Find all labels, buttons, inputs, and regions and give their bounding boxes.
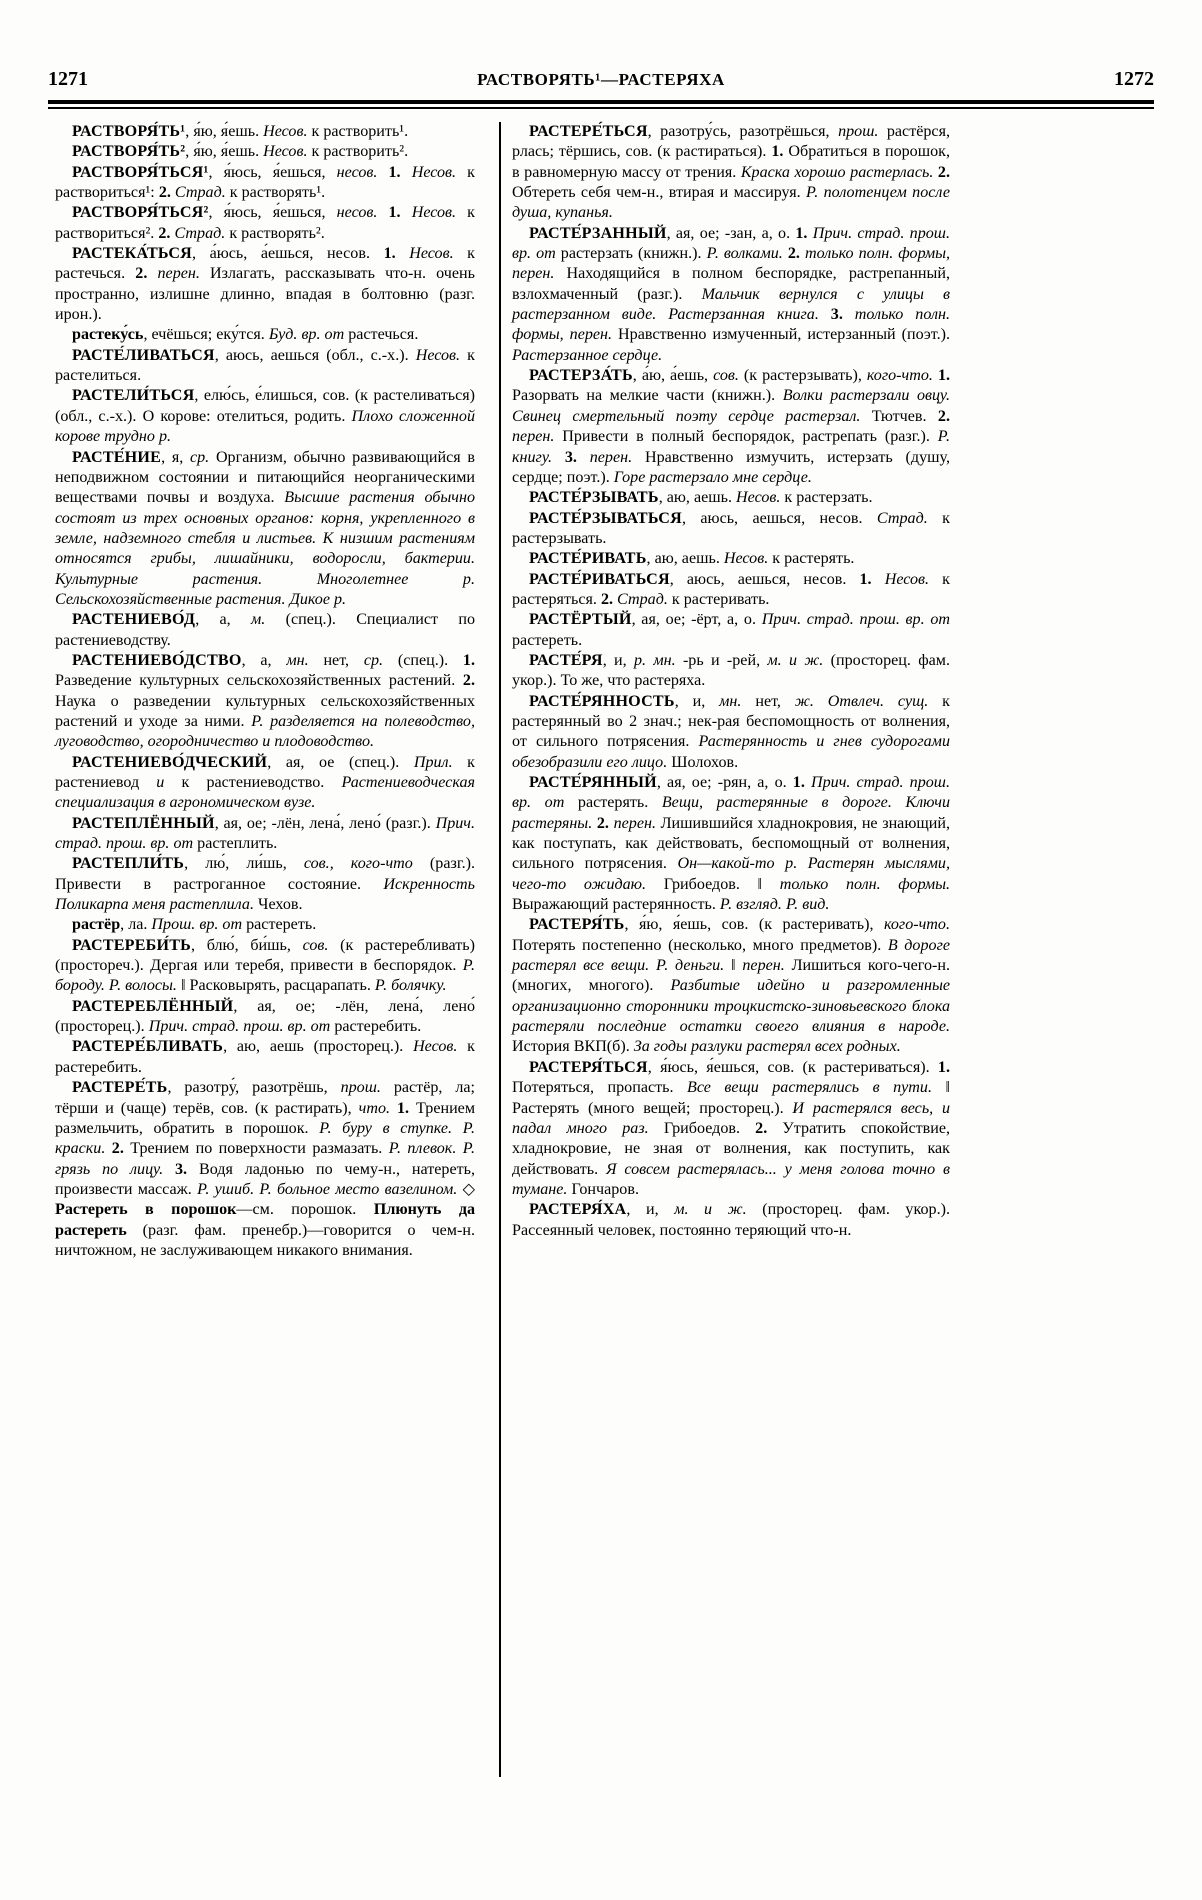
dictionary-entry [55,142,475,162]
dictionary-entry [55,122,475,142]
entry-body: , разотру́сь, разотрёшься, прош. растёрся, рлась; тёршись, сов. (к растираться). 1. Обратиться в порошок, в равномерную массу от трения. Краска хорошо растерлась. 2. Обтереть себя чем-н., втирая и массируя. Р. полотенцем после душа, купанья. [512,123,951,222]
dictionary-entry [55,915,475,935]
entry-headword: РАСТЕ́РЯ [529,651,603,669]
entry-headword: РАСТВОРЯ́ТЬ² [72,143,186,161]
column-divider [499,122,501,1777]
dictionary-entry [512,915,950,1057]
dictionary-entry [512,488,950,508]
entry-headword: РАСТЕРЗА́ТЬ [529,367,633,385]
entry-body: , аюсь, аешься (обл., с.-х.). Несов. к растелиться. [55,346,475,385]
entry-headword: РАСТЕ́ЛИВАТЬСЯ [72,346,215,364]
page-header [48,68,1154,98]
folio-right: 1272 [1114,68,1154,90]
text-columns [55,122,1150,1822]
dictionary-entry [55,854,475,915]
dictionary-entry [55,610,475,651]
entry-body: , я́юсь, я́ешься, несов. 1. Несов. к раствориться². 2. Страд. к растворять². [55,204,475,242]
entry-body: , и, мн. нет, ж. Отвлеч. сущ. к растерянный во 2 знач.; нек-рая беспомощность от волнения, от сильного потрясения. Растерянность и гнев судорогами обезобразили его лицо. Шолохов. [512,692,951,771]
dictionary-entry [55,1037,475,1078]
entry-body: , аю, аешь. Несов. к растерзать. [658,489,873,507]
dictionary-entry [512,692,950,773]
dictionary-entry [55,163,475,204]
entry-body: , разотру́, разотрёшь, прош. растёр, ла; тёрши и (чаще) терёв, сов. (к растирать), что. 1. Трением размельчить, обратить в порошок. Р. буру в ступке. Р. краски. 2. Трением по поверхности размазать. Р. плевок. Р. грязь по лицу. 3. Водя ладонью по чему-н., натереть, произвести массаж. Р. ушиб. Р. больное место вазелином. ◇ Растереть в порошок—см. порошок. Плюнуть да растереть (разг. фам. пренебр.)—говорится о чем-н. ничтожном, не заслуживающем никакого внимания. [55,1079,476,1259]
dictionary-entry [512,122,950,224]
entry-headword: РАСТВОРЯ́ТЬ¹ [72,123,186,140]
entry-headword: РАСТЕНИЕВО́ДСТВО [72,651,242,669]
entry-body: , я́юсь, я́ешься, сов. (к растериваться). 1. Потеряться, пропасть. Все вещи растерялись в пути. ‖ Растерять (много вещей; просторец.). И растерялся весь, и падал много раз. Грибоедов. 2. Утратить спокойствие, хладнокровие, не зная от волнения, как поступить, как действовать. Я совсем растерялась... у меня голова точно в тумане. Гончаров. [512,1058,951,1198]
entry-headword: РАСТЕРЯ́ХА [529,1201,627,1219]
entry-headword: РАСТЕРЕ́БЛИВАТЬ [72,1038,224,1056]
entry-body: , аю, аешь (просторец.). Несов. к растеребить. [55,1038,475,1076]
entry-headword: РАСТЕРЕБЛЁННЫЙ [72,997,234,1015]
folio-left: 1271 [48,68,88,90]
entry-headword: РАСТЕПЛИ́ТЬ [72,855,185,873]
entry-headword: РАСТЁРТЫЙ [529,611,632,629]
entry-headword: РАСТЕ́РЯННЫЙ [529,774,657,791]
dictionary-entry [55,203,475,244]
entry-body: , а́юсь, а́ешься, несов. 1. Несов. к растечься. 2. перен. Излагать, рассказывать что-н. очень пространно, излишне длинно, впадая в болтовню (разг. ирон.). [55,245,475,324]
entry-body: , аюсь, аешься, несов. Страд. к растерзывать. [512,509,950,547]
entry-body: , ая, ое (спец.). Прил. к растениевод и к растениеводство. Растениеводческая специализация в агрономическом вузе. [55,753,476,812]
dictionary-entry [512,549,950,569]
entry-headword: РАСТЕРЯ́ТЬ [529,916,625,934]
entry-body: , а, м. (спец.). Специалист по растениеводству. [55,611,475,649]
entry-body: , я́ю, я́ешь, сов. (к растеривать), кого-что. Потерять постепенно (несколько, много предметов). В дороге растерял все вещи. Р. деньги. ‖ перен. Лишиться кого-чего-н. (многих, многого). Разбитые идейно и разгромленные организационно сторонники троцкистско-зиновьевского блока растеряли последние остатки своего влияния в народе. История ВКП(б). За годы разлуки растерял всех родных. [512,916,950,1056]
header-rule-thin [48,107,1154,109]
entry-headword: РАСТВОРЯ́ТЬСЯ² [72,204,209,222]
entry-body: , ечёшься; еку́тся. Буд. вр. от растечься. [143,326,419,344]
entry-headword: РАСТЕ́НИЕ [72,448,162,466]
entry-body: , а, мн. нет, ср. (спец.). 1. Разведение культурных сельскохозяйственных растений. 2. Наука о разведении культурных сельскохозяйственных растений и уходе за ними. Р. разделяется на полеводство, луговодство, огородничество и плодоводство. [55,651,475,751]
entry-body: , ая, ое; -рян, а, о. 1. Прич. страд. прош. вр. от растерять. Вещи, растерянные в дороге. Ключи растеряны. 2. перен. Лишившийся хладнокровия, не знающий, как поступать, как действовать, беспомощный от волнения, сильного потрясения. Он—какой-то р. Растерян мыслями, чего-то ожидаю. Грибоедов. ‖ только полн. формы. Выражающий растерянность. Р. взгляд. Р. вид. [512,774,951,914]
entry-headword: РАСТЕ́РИВАТЬ [529,550,647,568]
entry-headword: РАСТЕ́РЗЫВАТЬ [529,489,659,507]
dictionary-entry [55,936,475,997]
entry-headword: РАСТЕНИЕВО́Д [72,611,196,629]
entry-headword: РАСТЕ́РИВАТЬСЯ [529,570,670,588]
dictionary-entry [512,773,950,915]
dictionary-entry [512,570,950,611]
dictionary-entry [512,610,950,651]
dictionary-entry [55,244,475,325]
entry-body: , ая, ое; -ёрт, а, о. Прич. страд. прош. вр. от растереть. [512,611,950,649]
entry-body: , я́ю, я́ешь. Несов. к растворить¹. [185,123,409,140]
entry-body: , я, ср. Организм, обычно развивающийся в неподвижном состоянии и питающийся неорганическими веществами почвы и воздуха. Высшие растения обычно состоят из трех основных органов: корня, укрепленного в земле, надземного стебля и листьев. К низшим растениям относятся грибы, лишайники, водоросли, бактерии. Культурные растения. Многолетнее р. Сельскохозяйственные растения. Дикое р. [55,448,475,608]
entry-headword: РАСТЕ́РЯННОСТЬ [529,692,675,710]
dictionary-entry [512,224,950,366]
column-left [55,122,499,1822]
entry-headword: РАСТЕ́РЗАННЫЙ [529,224,667,242]
entry-body: , ая, ое; -лён, лена́, лено́ (разг.). Прич. страд. прош. вр. от растеплить. [55,814,475,853]
header-rule-thick [48,100,1154,104]
entry-body: , аюсь, аешься, несов. 1. Несов. к растеряться. 2. Страд. к растеривать. [512,570,950,608]
dictionary-entry [55,448,475,611]
dictionary-entry [512,509,950,550]
entry-headword: РАСТЕРЯ́ТЬСЯ [529,1058,648,1076]
entry-headword: растеку́сь [72,326,144,344]
dictionary-entry [512,651,950,692]
entry-body: , блю́, би́шь, сов. (к растеребливать) (простореч.). Дергая или теребя, привести в беспорядок. Р. бороду. Р. волосы. ‖ Расковырять, расцарапать. Р. болячку. [55,936,476,995]
entry-headword: РАСТЕКА́ТЬСЯ [72,245,192,263]
entry-body: , лю́, ли́шь, сов., кого-что (разг.). Привести в растроганное состояние. Искренность Поликарпа меня растеплила. Чехов. [55,855,476,914]
dictionary-entry [55,325,475,345]
dictionary-entry [55,1078,475,1261]
dictionary-entry [55,651,475,753]
entry-body: , ая, ое; -лён, лена́, лено́ (просторец.). Прич. страд. прош. вр. от растеребить. [55,997,475,1036]
entry-body: , я́ю, я́ешь. Несов. к растворить². [185,143,409,161]
entry-headword: РАСТВОРЯ́ТЬСЯ¹ [72,163,209,181]
column-right [512,122,950,1822]
entry-headword: РАСТЕЛИ́ТЬСЯ [72,387,195,405]
entry-headword: РАСТЕНИЕВО́ДЧЕСКИЙ [72,753,268,771]
entry-headword: РАСТЕРЕБИ́ТЬ [72,936,191,954]
entry-body: , я́юсь, я́ешься, несов. 1. Несов. к раствориться¹: 2. Страд. к растворять¹. [55,163,475,202]
dictionary-entry [512,1200,950,1241]
entry-body: , елю́сь, е́лишься, сов. (к растеливаться) (обл., с.-х.). О корове: отелиться, родить. Плохо сложенной корове трудно р. [55,387,476,446]
entry-headword: РАСТЕРЕ́ТЬСЯ [529,123,648,140]
entry-headword: РАСТЕ́РЗЫВАТЬСЯ [529,509,682,527]
dictionary-entry [55,386,475,447]
dictionary-entry [55,346,475,387]
entry-headword: РАСТЕПЛЁННЫЙ [72,814,215,832]
dictionary-entry [55,997,475,1038]
running-head: РАСТВОРЯТЬ¹—РАСТЕРЯХА [477,70,725,89]
entry-headword: РАСТЕРЕ́ТЬ [72,1079,168,1097]
entry-body: , а́ю, а́ешь, сов. (к растерзывать), кого-что. 1. Разорвать на мелкие части (книжн.). Волки растерзали овцу. Свинец смертельный поэту сердце растерзал. Тютчев. 2. перен. Привести в полный беспорядок, растрепать (разг.). Р. книгу. 3. перен. Нравственно измучить, истерзать (душу, сердце; поэт.). Горе растерзало мне сердце. [512,367,951,486]
entry-body: , ая, ое; -зан, а, о. 1. Прич. страд. прош. вр. от растерзать (книжн.). Р. волками. 2. только полн. формы, перен. Находящийся в полном беспорядке, растрепанный, взлохмаченный (разг.). Мальчик вернулся с улицы в растерзанном виде. Растерзанная книга. 3. только полн. формы, перен. Нравственно измученный, истерзанный (поэт.). Растерзанное сердце. [512,224,951,364]
entry-body: , аю, аешь. Несов. к растерять. [646,550,855,568]
dictionary-entry [55,753,475,814]
entry-body: , ла. Прош. вр. от растереть. [120,916,317,934]
entry-headword: растёр [72,916,121,934]
dictionary-entry [512,366,950,488]
entry-body: , и, р. мн. -рь и -рей, м. и ж. (просторец. фам. укор.). То же, что растеряха. [512,651,951,690]
dictionary-entry [512,1058,950,1200]
entry-body: , и, м. и ж. (просторец. фам. укор.). Рассеянный человек, постоянно теряющий что-н. [512,1201,950,1239]
dictionary-entry [55,814,475,855]
